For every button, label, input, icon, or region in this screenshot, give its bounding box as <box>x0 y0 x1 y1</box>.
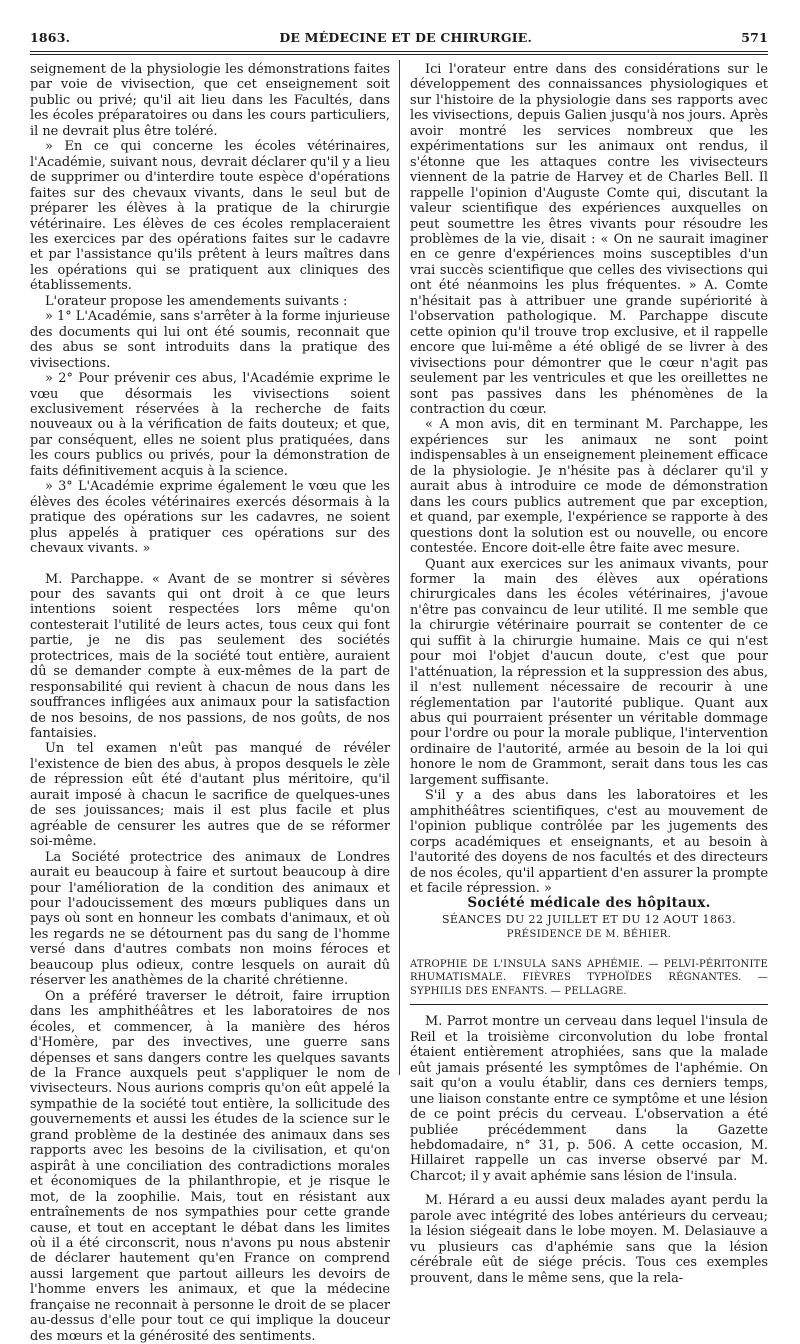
column-divider <box>399 60 400 1075</box>
header-rule-thin <box>30 54 768 55</box>
header-rule <box>30 51 768 52</box>
society-paragraph: M. Hérard a eu aussi deux malades ayant perdu la parole avec intégrité des lobes antérieurs du cerveau; la lésion siégeait dans le lobe moyen. M. Delasiauve a vu plusieurs cas d'aphémie sans que la lésion cérébrale eût de siége précis. Tous ces exemples prouvent, dans le même sens, que la rela- <box>410 1193 768 1286</box>
header-page-number: 571 <box>741 29 768 45</box>
left-paragraph: » 3° L'Académie exprime également le vœu que les élèves des écoles vétérinaires exercés désormais à la pratique des opérations sur les cadavres, ne soient plus appelés à pratiquer ces opérations sur des chevaux vivants. » <box>30 479 390 557</box>
session-summary: ATROPHIE DE L'INSULA SANS APHÉMIE. — PELVI-PÉRITONITE RHUMATISMALE. FIÈVRES TYPHOÏDES RÉGNANTES. — SYPHILIS DES ENFANTS. — PELLAGRE. <box>410 958 768 997</box>
header-title: DE MÉDECINE ET DE CHIRURGIE. <box>279 29 533 45</box>
left-paragraph: On a préféré traverser le détroit, faire irruption dans les amphithéâtres et les laboratoires de nos écoles, et commencer, à la manière des héros d'Homère, par des invectives, une guerre sans dépenses et sans dangers contre les quelques savants de la France auxquels peut s'appliquer le nom de vivisecteurs. Nous aurions compris qu'on eût appelé la sympathie de la société tout entière, la sollicitude des gouvernements et aussi les études de la science sur le grand problème de la destinée des animaux dans ses rapports avec les besoins de la civilisation, et qu'on aspirât à une conciliation des contradictions morales et économiques de la philanthropie, et je risque le mot, de la zoophilie. Mais, tout en résistant aux entraînements de nos sympathies pour cette grande cause, et tout en acceptant le débat dans les limites où il a été circonscrit, nous n'avons pu nous abstenir de déclarer hautement qu'en France on comprend aussi largement que partout ailleurs les devoirs de l'homme envers les animaux, et que la médecine française ne reconnait à personne le droit de se placer au-dessus d'elle pour tout ce qui implique la douceur des mœurs et la générosité des sentiments. <box>30 988 390 1344</box>
society-title: Société médicale des hôpitaux. <box>467 895 711 912</box>
left-paragraph: La Société protectrice des animaux de Londres aurait eu beaucoup à faire et surtout beaucoup à dire pour l'amélioration de la condition des animaux et pour l'adoucissement des mœurs publiques dans un pays où sont en honneur les combats d'animaux, et où les regards ne se détournent pas du sang de l'homme versé dans d'autres combats non moins féroces et beaucoup plus odieux, contre lesquels on aurait dû réserver les anathèmes de la charité chrétienne. <box>30 849 390 989</box>
right-column <box>410 62 768 1286</box>
left-paragraph: » 2° Pour prévenir ces abus, l'Académie exprime le vœu que désormais les vivisections soient exclusivement réservées à la recherche de faits nouveaux ou à la vérification de faits douteux; et que, par conséquent, elles ne soient plus pratiquées, dans les cours publics ou privés, pour la démonstration de faits définitivement acquis à la science. <box>30 371 390 479</box>
left-paragraph: Un tel examen n'eût pas manqué de révéler l'existence de bien des abus, à propos desquels le zèle de répression eût été d'autant plus méritoire, qu'il aurait imposé à chacun le sacrifice de quelques-unes de ses jouissances; mais il est plus facile et plus agréable de censurer les autres que de se réformer soi-même. <box>30 741 390 850</box>
left-paragraph: seignement de la physiologie les démonstrations faites par voie de vivisection, que cet enseignement soit public ou privé; qu'il ait lieu dans les Facultés, dans les écoles préparatoires ou dans les cours particuliers, il ne devrait plus être toléré. <box>30 62 390 139</box>
right-paragraph: S'il y a des abus dans les laboratoires et les amphithéâtres scientifiques, c'est au mouvement de l'opinion publique contrôlée par les jugements des corps académiques et enseignants, et au besoin à l'autorité des doyens de nos facultés et des directeurs de nos écoles, qu'il appartient d'en assurer la prompte et facile répression. » <box>410 788 768 897</box>
left-column <box>30 62 390 1344</box>
society-paragraph: M. Parrot montre un cerveau dans lequel l'insula de Reil et la troisième circonvolution du lobe frontal étaient entièrement atrophiées, sans que la malade eût jamais présenté les symptômes de l'aphémie. On sait qu'on a voulu établir, dans ces derniers temps, une liaison constante entre ce symptôme et une lésion de ce point précis du cerveau. L'observation a été publiée précédemment dans la Gazette hebdomadaire, n° 31, p. 506. A cette occasion, M. Hillairet rappelle un cas inverse observé par M. Charcot; il y avait aphémie sans lésion de l'insula. <box>410 1014 768 1184</box>
left-paragraph: » 1° L'Académie, sans s'arrêter à la forme injurieuse des documents qui lui ont été soumis, reconnait que des abus se sont introduits dans la pratique des vivisections. <box>30 309 390 371</box>
left-paragraph: » En ce qui concerne les écoles vétérinaires, l'Académie, suivant nous, devrait déclarer qu'il y a lieu de supprimer ou d'interdire toute espèce d'opérations faites sur des chevaux vivants, dans le seul but de préparer les élèves à la pratique de la chirurgie vétérinaire. Les élèves de ces écoles remplaceraient les exercices par des opérations faites sur le cadavre et par l'assistance qu'ils prêtent à leurs maîtres dans les opérations qui se pratiquent aux cliniques des établissements. <box>30 139 390 294</box>
session-president: PRÉSIDENCE DE M. BÉHIER. <box>506 929 672 941</box>
running-head <box>30 26 768 48</box>
right-paragraph: Quant aux exercices sur les animaux vivants, pour former la main des élèves aux opérations chirurgicales dans les écoles vétérinaires, j'avoue n'être pas convaincu de leur utilité. Il me semble que la chirurgie vétérinaire pourrait se contenter de ce qui suffit à la chirurgie humaine. Mais ce qui n'est pour moi l'objet d'aucun doute, c'est que pour l'atténuation, la répression et la suppression des abus, il n'est nullement nécessaire de recourir à une réglementation par l'autorité publique. Quant aux abus qui pourraient présenter un véritable dommage pour l'ordre ou pour la morale publique, l'intervention ordinaire de l'autorité, armée au besoin de la loi qui honore le nom de Grammont, serait dans tous les cas largement suffisante. <box>410 556 768 788</box>
left-paragraph: L'orateur propose les amendements suivants : <box>45 293 348 309</box>
summary-rule <box>410 1004 768 1005</box>
header-year: 1863. <box>30 29 71 45</box>
session-dates: SÉANCES DU 22 JUILLET ET DU 12 AOUT 1863. <box>441 912 737 926</box>
right-paragraph: « A mon avis, dit en terminant M. Parchappe, les expériences sur les animaux ne sont point indispensables à un enseignement pleinement efficace de la physiologie. Je n'hésite pas à déclarer qu'il y aurait abus à introduire ce mode de démonstration dans les cours publics autrement que par exception, et quand, par exemple, l'expérience se rapporte à des questions dont la solution est ou nouvelle, ou encore contestée. Encore doit-elle être faite avec mesure. <box>410 417 768 557</box>
right-paragraph: Ici l'orateur entre dans des considérations sur le développement des connaissances physiologiques et sur l'histoire de la physiologie dans ses rapports avec les vivisections, depuis Galien jusqu'à nos jours. Après avoir montré les services nombreux que les expérimentations sur les animaux ont rendus, il s'étonne que les attaques contre les vivisecteurs viennent de la patrie de Harvey et de Charles Bell. Il rappelle l'opinion d'Auguste Comte qui, discutant la valeur scientifique des expériences auxquelles on peut soumettre les êtres vivants pour résoudre les problèmes de la vie, disait : « On ne saurait imaginer en ce genre d'expériences moins susceptibles d'un vrai succès scientifique que celles des vivisections qui ont été néanmoins les plus fréquentes. » A. Comte n'hésitait pas à attribuer une grande supériorité à l'observation pathologique. M. Parchappe discute cette opinion qu'il trouve trop exclusive, et il rappelle encore que lui-même a été obligé de se livrer à des vivisections pour démontrer que le cœur n'agit pas seulement par les ventricules et que les oreillettes ne sont pas passives dans les phénomènes de la contraction du cœur. <box>410 62 768 417</box>
left-paragraph: M. Parchappe. « Avant de se montrer si sévères pour des savants qui ont droit à ce que leurs intentions soient respectées lors même qu'on contesterait l'utilité de leurs actes, tous ceux qui font partie, je ne dis pas seulement des sociétés protectrices, mais de la société tout entière, auraient dû se demander compte à eux-mêmes de la part de responsabilité qui revient à chacun de nous dans les souffrances infligées aux animaux pour la satisfaction de nos besoins, de nos passions, de nos goûts, de nos fantaisies. <box>30 571 390 742</box>
